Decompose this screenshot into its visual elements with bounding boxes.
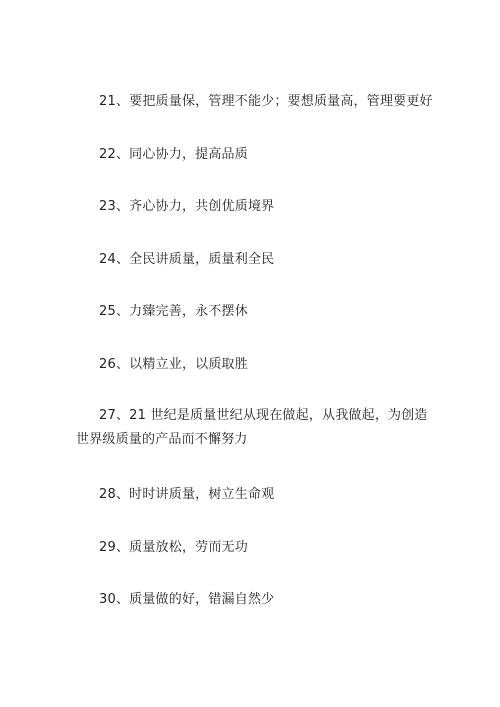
list-item: 25、力臻完善，永不摆休 xyxy=(99,304,248,319)
list-item: 26、以精立业，以质取胜 xyxy=(99,357,248,372)
list-item: 30、质量做的好，错漏自然少 xyxy=(99,592,275,607)
list-item: 22、同心协力，提高品质 xyxy=(99,147,248,162)
list-item: 24、全民讲质量，质量利全民 xyxy=(99,252,275,267)
list-item: 27、21 世纪是质量世纪从现在做起，从我做起，为创造世界级质量的产品而不懈努力 xyxy=(76,408,428,447)
list-item: 28、时时讲质量，树立生命观 xyxy=(99,487,275,502)
list-item: 21、要把质量保，管理不能少；要想质量高，管理要更好 xyxy=(99,94,433,109)
list-item: 23、齐心协力，共创优质境界 xyxy=(99,199,275,214)
list-item: 29、质量放松，劳而无功 xyxy=(99,540,248,555)
